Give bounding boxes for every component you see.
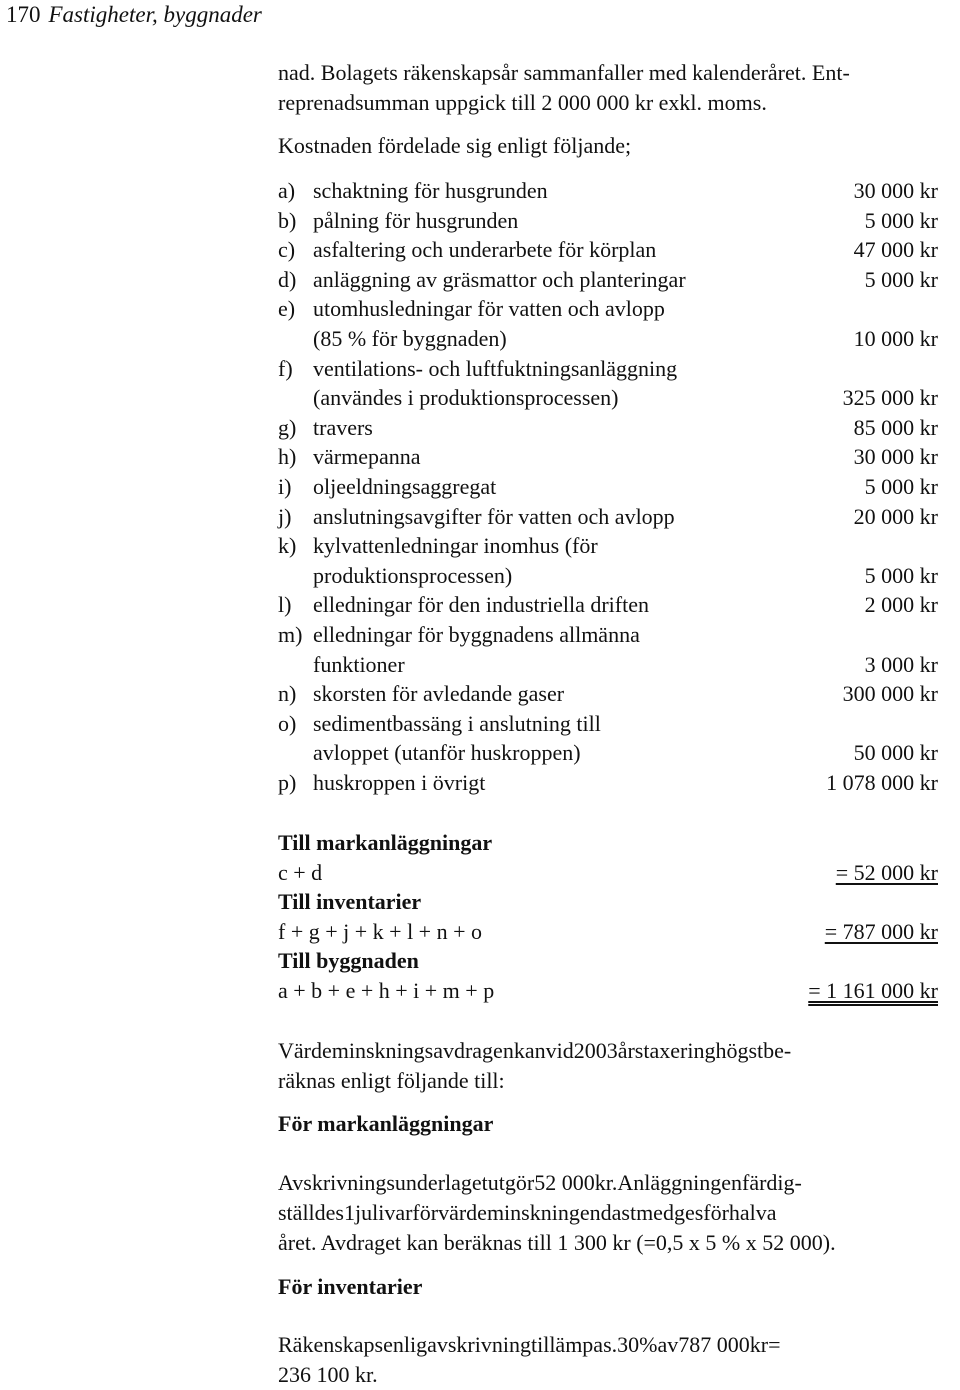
page-number: 170 [6,2,41,27]
word: avskrivning [427,1332,531,1357]
justified-line [278,1330,938,1360]
cost-item-amount: 47 000 kr [853,237,938,263]
cost-item-label: p) [278,769,297,795]
word: 787 000 [678,1332,750,1357]
word: = [768,1332,781,1357]
word: Räkenskapsenlig [278,1332,428,1357]
cost-item-row [278,442,938,472]
word: kan [513,1038,546,1063]
word: 52 000 [534,1170,595,1195]
cost-item-label: h) [278,444,297,470]
word: tillämpas. [530,1332,618,1357]
summary-heading-mark: Till markanläggningar [278,830,493,855]
cost-list [278,176,938,797]
cost-item-amount: 30 000 kr [853,444,938,470]
section-mark-paragraph [278,1168,938,1257]
cost-item-text: produktionsprocessen) [313,562,513,588]
cost-item-text: sedimentbassäng i anslutning till [313,710,601,736]
depreciation-intro [278,1036,938,1096]
cost-item-row [278,620,938,650]
cost-item-amount: 85 000 kr [853,414,938,440]
cost-item-text: ventilations- och luftfuktningsanläggning [313,355,678,381]
cost-item-row [278,265,938,295]
word: för [703,1199,729,1225]
cost-item-amount: 5 000 kr [864,562,938,588]
cost-item-row [278,472,938,502]
text-line: året. Avdraget kan beräknas till 1 300 kr (=0,5 x 5 % x 52 000). [278,1229,836,1255]
cost-item-text: anläggning av gräsmattor och planteringar [313,266,686,292]
cost-intro: Kostnaden fördelade sig enligt följande; [278,133,632,158]
cost-item-text: kylvattenledningar inomhus (för [313,533,598,559]
summary-heading-inventarier: Till inventarier [278,889,422,915]
cost-item-row [278,235,938,265]
text-line: reprenadsumman uppgick till 2 000 000 kr exkl. moms. [278,89,767,115]
word: 2003 [573,1038,618,1063]
cost-item-text: elledningar för den industriella driften [313,592,649,618]
cost-item-amount: 10 000 kr [853,325,938,351]
cost-item-text: pålning för husgrunden [313,207,519,233]
cost-item-label: l) [278,592,292,618]
text-line: räknas enligt följande till: [278,1067,505,1093]
word: 30 [617,1332,640,1357]
summary-amount-inventarier: = 787 000 kr [824,918,938,944]
word: 1 [344,1199,355,1225]
summary-block [278,828,938,1006]
cost-item-row [278,561,938,591]
cost-item-amount: 5 000 kr [864,266,938,292]
cost-item-label: g) [278,414,297,440]
section-inv-paragraph [278,1330,938,1390]
cost-item-label: d) [278,266,297,292]
word: av [657,1332,679,1357]
cost-item-amount: 1 078 000 kr [826,769,938,795]
word: varför [384,1199,439,1225]
cost-item-row [278,413,938,443]
cost-item-amount: 5 000 kr [864,207,938,233]
cost-item-row [278,176,938,206]
cost-item-text: schaktning för husgrunden [313,178,548,203]
word: halva [728,1199,777,1225]
cost-item-label: m) [278,621,303,647]
cost-item-text: asfaltering och underarbete för körplan [313,237,657,263]
cost-item-amount: 325 000 kr [842,385,938,411]
section-heading-inventarier: För inventarier [278,1274,423,1299]
cost-item-text: utomhusledningar för vatten och avlopp [313,296,665,322]
word: % [639,1332,658,1357]
cost-item-row [278,738,938,768]
word: vid [545,1038,574,1063]
cost-item-label: n) [278,681,297,707]
cost-item-row [278,354,938,384]
summary-formula-mark: c + d [278,859,323,885]
cost-item-row [278,383,938,413]
cost-item-row [278,531,938,561]
cost-item-text: funktioner [313,651,405,677]
cost-item-row [278,206,938,236]
cost-item-label: b) [278,207,297,233]
cost-item-label: j) [278,503,292,529]
justified-line [278,1198,938,1228]
word: kr. [594,1170,618,1195]
cost-item-label: a) [278,178,296,203]
word: utgör [487,1170,535,1195]
summary-heading-byggnaden: Till byggnaden [278,948,419,974]
word: färdig- [742,1170,802,1195]
running-title: Fastigheter, byggnader [48,2,262,27]
word: be- [763,1038,792,1063]
intro-paragraph [278,58,938,117]
cost-item-text: (85 % för byggnaden) [313,325,507,351]
cost-item-text: värmepanna [313,444,421,470]
page-header [6,0,262,30]
cost-item-text: anslutningsavgifter för vatten och avlopp [313,503,675,529]
cost-item-row [278,650,938,680]
cost-item-text: travers [313,414,373,440]
cost-item-text: skorsten för avledande gaser [313,681,565,707]
cost-item-text: elledningar för byggnadens allmänna [313,621,640,647]
word: Värdeminskningsavdragen [278,1038,514,1063]
word: medges [636,1199,704,1225]
text-line: nad. Bolagets räkenskapsår sammanfaller med kalenderåret. Ent- [278,60,850,85]
word: juli [355,1199,385,1225]
word: Anläggningen [617,1170,743,1195]
word: högst [715,1038,764,1063]
justified-line [278,1036,938,1066]
word: värdeminskning [438,1199,580,1225]
cost-item-row [278,768,938,798]
cost-item-label: k) [278,533,297,559]
word: ställdes [278,1199,344,1225]
cost-item-text: avloppet (utanför huskroppen) [313,740,581,766]
cost-item-row [278,502,938,532]
cost-item-label: f) [278,355,293,381]
cost-item-row [278,679,938,709]
summary-amount-mark: = 52 000 kr [835,859,938,885]
cost-item-amount: 2 000 kr [864,592,938,618]
summary-formula-byggnaden: a + b + e + h + i + m + p [278,977,495,1003]
cost-item-amount: 5 000 kr [864,473,938,499]
cost-item-amount: 3 000 kr [864,651,938,677]
cost-item-text: oljeeldningsaggregat [313,473,497,499]
cost-item-row [278,324,938,354]
cost-item-row [278,590,938,620]
cost-item-label: o) [278,710,297,736]
word: kr [749,1332,769,1357]
cost-item-label: c) [278,237,296,263]
cost-item-amount: 20 000 kr [853,503,938,529]
word: endast [579,1199,637,1225]
cost-item-text: huskroppen i övrigt [313,769,486,795]
justified-line [278,1168,938,1198]
summary-formula-inventarier: f + g + j + k + l + n + o [278,918,482,944]
cost-item-amount: 300 000 kr [842,681,938,707]
cost-item-amount: 50 000 kr [853,740,938,766]
text-line: 236 100 kr. [278,1361,378,1387]
cost-item-label: i) [278,473,292,499]
word: taxering [643,1038,716,1063]
cost-item-row [278,709,938,739]
cost-item-label: e) [278,296,296,322]
summary-amount-byggnaden: = 1 161 000 kr [808,977,938,1003]
cost-item-row [278,294,938,324]
cost-item-amount: 30 000 kr [853,178,938,203]
word: års [617,1038,644,1063]
word: Avskrivningsunderlaget [278,1170,488,1195]
cost-item-text: (användes i produktionsprocessen) [313,385,619,411]
section-heading-mark: För markanläggningar [278,1111,494,1136]
